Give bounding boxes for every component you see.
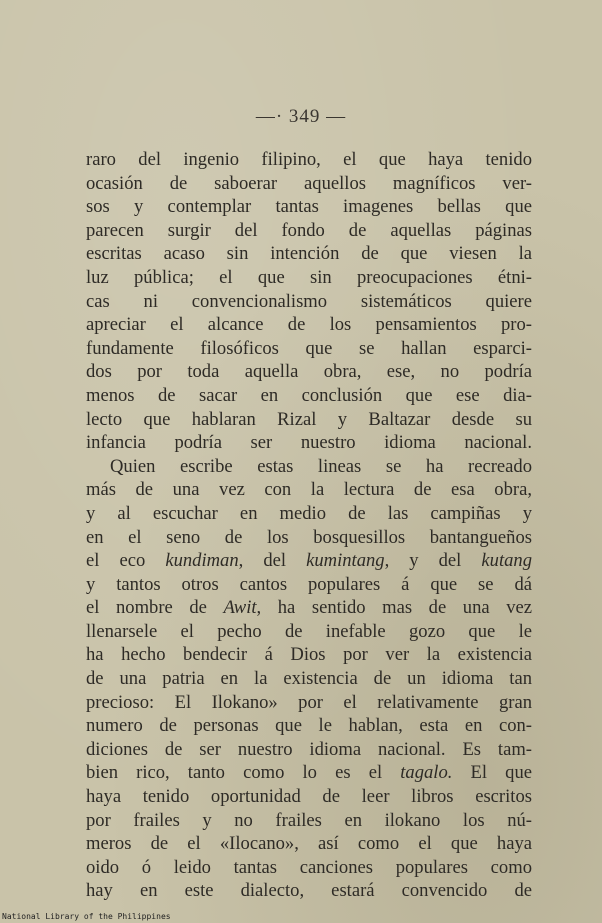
text-line [86,526,532,550]
text-run: dos por toda aquella obra, ese, no podría [86,361,532,383]
text-run: precioso: El Ilokano» por el relativamente gran [86,691,532,713]
text-line [86,290,532,314]
text-line [86,195,532,219]
text-run: hay en este dialecto, estará convencido de [86,880,532,902]
text-line [86,431,532,455]
text-run: apreciar el alcance de los pensamientos pro- [86,314,532,336]
text-run: el nombre de [86,597,224,619]
text-run: más de una vez con la lectura de esa obra, [86,479,532,501]
text-line [86,691,532,715]
text-run: haya tenido oportunidad de leer libros escritos [86,786,532,808]
text-line [86,408,532,432]
text-line [86,384,532,408]
italic-term: kutang [481,550,532,572]
text-run: de una patria en la existencia de un idioma tan [86,668,532,690]
text-run: parecen surgir del fondo de aquellas páginas [86,219,532,241]
footer-credit: National Library of the Philippines [2,912,171,921]
text-line [86,455,532,479]
text-run: El que [452,762,532,784]
text-run: meros de el «Ilocano», así como el que haya [86,833,532,855]
text-line [86,502,532,526]
text-run: en el seno de los bosquesillos bantangueños [86,526,532,548]
text-run: diciones de ser nuestro idioma nacional. Es tam- [86,738,532,760]
text-line [86,549,532,573]
text-line [86,832,532,856]
text-run: y al escuchar en medio de las campiñas y [86,502,532,524]
text-line [86,761,532,785]
text-run: el eco [86,550,166,572]
italic-term: kundiman [165,550,239,572]
text-line [86,313,532,337]
text-run: bien rico, tanto como lo es el [86,762,401,784]
text-line [86,219,532,243]
text-line [86,879,532,903]
italic-term: Awit [223,597,257,619]
italic-term: tagalo. [400,762,453,784]
text-run: por frailes y no frailes en ilokano los nú- [86,809,532,831]
text-run: llenarsele el pecho de inefable gozo que le [86,620,532,642]
text-run: lecto que hablaran Rizal y Baltazar desde su [86,408,532,430]
text-run: raro del ingenio filipino, el que haya tenido [86,149,532,170]
body-text [86,148,532,903]
text-line [86,242,532,266]
text-run: fundamente filosóficos que se hallan esparci- [86,337,532,359]
text-run: luz pública; el que sin preocupaciones étni- [86,266,532,288]
text-run: cas ni convencionalismo sistemáticos quiere [86,290,532,312]
text-line [86,738,532,762]
text-run: , del [238,550,307,572]
text-line [86,573,532,597]
text-line [86,337,532,361]
text-run: sos y contemplar tantas imagenes bellas que [86,196,532,218]
text-run: ocasión de saboerar aquellos magníficos ver- [86,172,532,194]
text-line [86,172,532,196]
text-run: , ha sentido mas de una vez [256,597,532,619]
text-line [86,620,532,644]
text-run: escritas acaso sin intención de que viesen la [86,243,532,265]
text-line [86,478,532,502]
page-number: —· 349 — [255,106,347,127]
text-line [86,643,532,667]
text-run: Quien escribe estas lineas se ha recreado [110,455,532,477]
text-run: menos de sacar en conclusión que ese dia- [86,384,532,406]
text-line [86,714,532,738]
text-line [86,596,532,620]
text-line [86,809,532,833]
text-line [86,667,532,691]
text-line [86,148,532,172]
text-line [86,856,532,880]
text-run: infancia podría ser nuestro idioma nacional. [86,432,532,454]
text-run: y tantos otros cantos populares á que se dá [86,573,532,595]
text-line [86,785,532,809]
text-run: oido ó leido tantas canciones populares como [86,856,532,878]
text-run: ha hecho bendecir á Dios por ver la existencia [86,644,532,666]
italic-term: kumintang [306,550,385,572]
text-run: numero de personas que le hablan, esta en con- [86,715,532,737]
text-line [86,360,532,384]
text-run: , y del [384,550,482,572]
text-line [86,266,532,290]
